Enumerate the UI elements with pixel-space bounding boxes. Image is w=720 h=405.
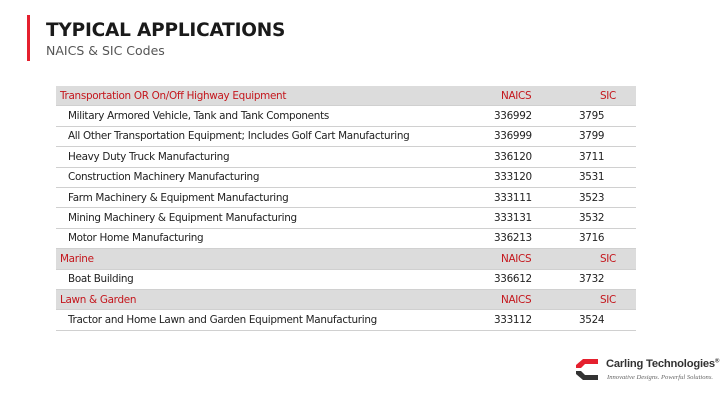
row-naics-code: 333120 — [491, 167, 576, 187]
naics-column-header: NAICS — [491, 86, 576, 106]
sic-column-header: SIC — [576, 289, 636, 309]
page-subtitle: NAICS & SIC Codes — [46, 43, 165, 58]
section-header-transportation — [56, 86, 636, 106]
row-description: Mining Machinery & Equipment Manufacturing — [56, 208, 491, 228]
sic-column-header: SIC — [576, 86, 636, 106]
row-naics-code: 336213 — [491, 228, 576, 248]
row-naics-code: 333111 — [491, 187, 576, 207]
section-name: Transportation OR On/Off Highway Equipment — [56, 86, 491, 106]
row-naics-code: 333131 — [491, 208, 576, 228]
row-naics-code: 336992 — [491, 106, 576, 126]
row-description: Construction Machinery Manufacturing — [56, 167, 491, 187]
naics-column-header: NAICS — [491, 289, 576, 309]
sic-column-header: SIC — [576, 249, 636, 269]
row-description: Motor Home Manufacturing — [56, 228, 491, 248]
row-sic-code: 3716 — [576, 228, 636, 248]
row-description: Farm Machinery & Equipment Manufacturing — [56, 187, 491, 207]
table-row — [56, 310, 636, 330]
row-sic-code: 3799 — [576, 126, 636, 146]
table-row — [56, 228, 636, 248]
row-naics-code: 336120 — [491, 147, 576, 167]
row-sic-code: 3523 — [576, 187, 636, 207]
page-title: TYPICAL APPLICATIONS — [46, 20, 286, 41]
row-description: All Other Transportation Equipment; Includes Golf Cart Manufacturing — [56, 126, 491, 146]
row-description: Heavy Duty Truck Manufacturing — [56, 147, 491, 167]
naics-column-header: NAICS — [491, 249, 576, 269]
logo-company-name: Carling Technologies® — [606, 358, 720, 370]
row-naics-code: 333112 — [491, 310, 576, 330]
table-row — [56, 106, 636, 126]
table-row — [56, 269, 636, 289]
row-sic-code: 3711 — [576, 147, 636, 167]
table-row — [56, 187, 636, 207]
company-logo — [570, 353, 720, 387]
row-description: Tractor and Home Lawn and Garden Equipment Manufacturing — [56, 310, 491, 330]
section-name: Marine — [56, 249, 491, 269]
row-description: Boat Building — [56, 269, 491, 289]
row-sic-code: 3524 — [576, 310, 636, 330]
section-header-marine — [56, 249, 636, 269]
logo-tagline: Innovative Designs. Powerful Solutions. — [607, 374, 714, 381]
row-sic-code: 3795 — [576, 106, 636, 126]
table-row — [56, 147, 636, 167]
section-header-lawn-garden — [56, 289, 636, 309]
row-sic-code: 3732 — [576, 269, 636, 289]
row-naics-code: 336999 — [491, 126, 576, 146]
table-row — [56, 126, 636, 146]
row-naics-code: 336612 — [491, 269, 576, 289]
title-accent-bar — [27, 15, 30, 61]
table-row — [56, 208, 636, 228]
naics-sic-table — [56, 86, 636, 331]
section-name: Lawn & Garden — [56, 289, 491, 309]
row-sic-code: 3531 — [576, 167, 636, 187]
logo-mark-icon — [574, 357, 602, 383]
table-row — [56, 167, 636, 187]
row-description: Military Armored Vehicle, Tank and Tank Components — [56, 106, 491, 126]
row-sic-code: 3532 — [576, 208, 636, 228]
